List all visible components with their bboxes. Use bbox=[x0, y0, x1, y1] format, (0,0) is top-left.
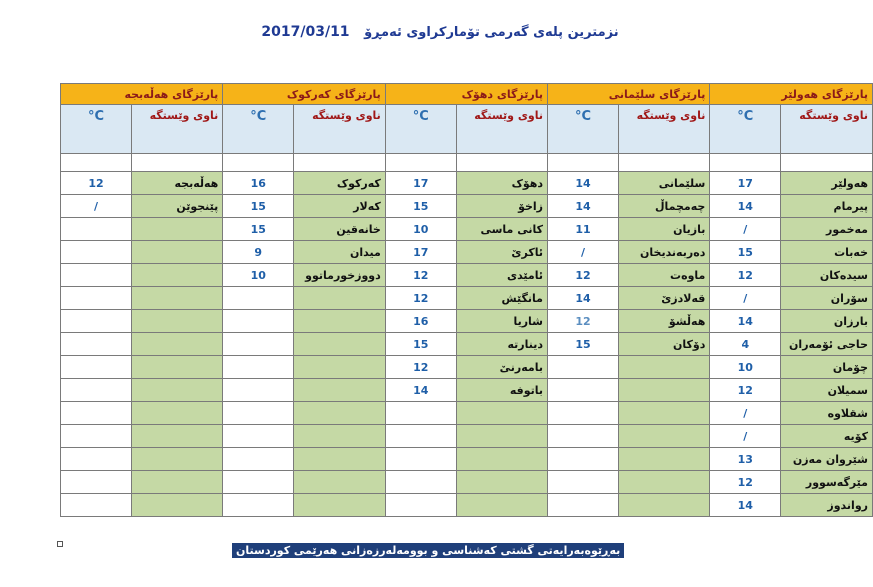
table-row bbox=[61, 287, 873, 310]
empty-cell bbox=[61, 494, 132, 517]
station-temperature: 14 bbox=[710, 310, 781, 333]
empty-cell bbox=[456, 402, 547, 425]
station-temperature: 12 bbox=[385, 356, 456, 379]
empty-cell bbox=[548, 402, 619, 425]
empty-cell bbox=[223, 287, 294, 310]
station-name-header: ناوی وێستگە bbox=[781, 105, 873, 154]
station-name: دەربەندیخان bbox=[618, 241, 709, 264]
station-name: سلێمانی bbox=[618, 172, 709, 195]
station-temperature: 10 bbox=[710, 356, 781, 379]
empty-cell bbox=[131, 218, 222, 241]
station-temperature: 14 bbox=[548, 287, 619, 310]
temperature-table bbox=[60, 83, 873, 517]
empty-cell bbox=[131, 379, 222, 402]
spacer-cell bbox=[781, 154, 873, 172]
station-name: رواندوز bbox=[781, 494, 873, 517]
empty-cell bbox=[618, 471, 709, 494]
empty-cell bbox=[456, 494, 547, 517]
empty-cell bbox=[61, 333, 132, 356]
station-temperature: 12 bbox=[548, 264, 619, 287]
station-name: زاخۆ bbox=[456, 195, 547, 218]
station-name: کانی ماسی bbox=[456, 218, 547, 241]
station-temperature: 15 bbox=[548, 333, 619, 356]
column-header-row bbox=[61, 105, 873, 154]
station-temperature: 17 bbox=[710, 172, 781, 195]
station-temperature: 10 bbox=[385, 218, 456, 241]
empty-cell bbox=[131, 241, 222, 264]
empty-cell bbox=[223, 356, 294, 379]
station-temperature: / bbox=[710, 218, 781, 241]
station-temperature: 12 bbox=[548, 310, 619, 333]
province-header-row bbox=[61, 84, 873, 105]
station-name: بامەرنێ bbox=[456, 356, 547, 379]
empty-cell bbox=[294, 333, 386, 356]
empty-cell bbox=[548, 425, 619, 448]
station-temperature: 15 bbox=[710, 241, 781, 264]
station-temperature: 15 bbox=[223, 218, 294, 241]
empty-cell bbox=[385, 471, 456, 494]
station-name: سۆران bbox=[781, 287, 873, 310]
empty-cell bbox=[548, 471, 619, 494]
empty-cell bbox=[618, 425, 709, 448]
station-name: مانگێش bbox=[456, 287, 547, 310]
spacer-cell bbox=[223, 154, 294, 172]
empty-cell bbox=[618, 448, 709, 471]
empty-cell bbox=[61, 379, 132, 402]
station-temperature: 14 bbox=[710, 494, 781, 517]
station-name: شاریا bbox=[456, 310, 547, 333]
table-anchor-handle[interactable] bbox=[57, 541, 63, 547]
empty-cell bbox=[223, 379, 294, 402]
empty-cell bbox=[456, 471, 547, 494]
station-name-header: ناوی وێستگە bbox=[131, 105, 222, 154]
station-name: میدان bbox=[294, 241, 386, 264]
empty-cell bbox=[294, 494, 386, 517]
empty-cell bbox=[223, 310, 294, 333]
spacer-cell bbox=[710, 154, 781, 172]
station-name: حاجی ئۆمەران bbox=[781, 333, 873, 356]
station-name: دووزخورماتوو bbox=[294, 264, 386, 287]
empty-cell bbox=[548, 494, 619, 517]
spacer-row bbox=[61, 154, 873, 172]
table-row bbox=[61, 310, 873, 333]
temperature-unit-header: C° bbox=[548, 105, 619, 154]
empty-cell bbox=[131, 287, 222, 310]
empty-cell bbox=[294, 287, 386, 310]
station-name: مێرگەسوور bbox=[781, 471, 873, 494]
empty-cell bbox=[131, 425, 222, 448]
station-name: کەرکوک bbox=[294, 172, 386, 195]
station-name: شێروان مەزن bbox=[781, 448, 873, 471]
empty-cell bbox=[61, 471, 132, 494]
station-temperature: 16 bbox=[385, 310, 456, 333]
empty-cell bbox=[385, 448, 456, 471]
table-row bbox=[61, 471, 873, 494]
station-name-header: ناوی وێستگە bbox=[456, 105, 547, 154]
empty-cell bbox=[385, 425, 456, 448]
spacer-cell bbox=[61, 154, 132, 172]
spacer-cell bbox=[294, 154, 386, 172]
empty-cell bbox=[294, 425, 386, 448]
station-name: باتوفە bbox=[456, 379, 547, 402]
station-temperature: / bbox=[710, 402, 781, 425]
empty-cell bbox=[61, 310, 132, 333]
empty-cell bbox=[223, 402, 294, 425]
table-row bbox=[61, 264, 873, 287]
empty-cell bbox=[294, 402, 386, 425]
temperature-unit-header: C° bbox=[710, 105, 781, 154]
empty-cell bbox=[456, 448, 547, 471]
station-name: ئامێدی bbox=[456, 264, 547, 287]
table-row bbox=[61, 195, 873, 218]
station-name: دینارتە bbox=[456, 333, 547, 356]
station-name: مەخمور bbox=[781, 218, 873, 241]
empty-cell bbox=[385, 494, 456, 517]
empty-cell bbox=[61, 448, 132, 471]
station-temperature: 17 bbox=[385, 241, 456, 264]
empty-cell bbox=[61, 218, 132, 241]
station-temperature: 9 bbox=[223, 241, 294, 264]
empty-cell bbox=[548, 448, 619, 471]
station-temperature: 12 bbox=[710, 471, 781, 494]
station-name: هەولێر bbox=[781, 172, 873, 195]
footer-banner: بەڕێوەبەرایەتی گشتی کەشناسی و بوومەلەرزەزانی هەرێمی کوردستان bbox=[232, 543, 624, 558]
empty-cell bbox=[61, 241, 132, 264]
station-temperature: 15 bbox=[385, 195, 456, 218]
station-temperature: / bbox=[61, 195, 132, 218]
empty-cell bbox=[223, 448, 294, 471]
station-name: پیرمام bbox=[781, 195, 873, 218]
station-name: بارزان bbox=[781, 310, 873, 333]
spacer-cell bbox=[618, 154, 709, 172]
spacer-cell bbox=[385, 154, 456, 172]
empty-cell bbox=[294, 310, 386, 333]
empty-cell bbox=[618, 494, 709, 517]
table-row bbox=[61, 448, 873, 471]
empty-cell bbox=[618, 379, 709, 402]
temperature-unit-header: C° bbox=[385, 105, 456, 154]
empty-cell bbox=[294, 379, 386, 402]
station-name: شقلاوە bbox=[781, 402, 873, 425]
title-date: 2017/03/11 bbox=[261, 24, 350, 40]
empty-cell bbox=[131, 448, 222, 471]
station-temperature: / bbox=[548, 241, 619, 264]
station-name: چۆمان bbox=[781, 356, 873, 379]
station-name: خانەقین bbox=[294, 218, 386, 241]
province-header: پارێزگای هەولێر bbox=[710, 84, 873, 105]
province-header: پارێزگای دهۆک bbox=[385, 84, 547, 105]
station-name-header: ناوی وێستگە bbox=[618, 105, 709, 154]
station-temperature: 14 bbox=[548, 195, 619, 218]
empty-cell bbox=[548, 356, 619, 379]
station-name: قەلادزێ bbox=[618, 287, 709, 310]
empty-cell bbox=[61, 402, 132, 425]
station-name: سمیلان bbox=[781, 379, 873, 402]
spacer-cell bbox=[548, 154, 619, 172]
empty-cell bbox=[223, 494, 294, 517]
empty-cell bbox=[294, 471, 386, 494]
table-row bbox=[61, 333, 873, 356]
station-name: ئاکرێ bbox=[456, 241, 547, 264]
station-name: بازیان bbox=[618, 218, 709, 241]
empty-cell bbox=[131, 494, 222, 517]
empty-cell bbox=[223, 333, 294, 356]
page-title bbox=[220, 24, 660, 40]
station-temperature: 10 bbox=[223, 264, 294, 287]
table-row bbox=[61, 494, 873, 517]
empty-cell bbox=[131, 402, 222, 425]
station-name: کۆیە bbox=[781, 425, 873, 448]
station-name: دۆکان bbox=[618, 333, 709, 356]
empty-cell bbox=[131, 471, 222, 494]
station-temperature: 17 bbox=[385, 172, 456, 195]
station-temperature: 13 bbox=[710, 448, 781, 471]
station-name: چەمچماڵ bbox=[618, 195, 709, 218]
province-header: پارێزگای کەرکوک bbox=[223, 84, 386, 105]
province-header: پارێزگای هەڵەبجە bbox=[61, 84, 223, 105]
empty-cell bbox=[294, 448, 386, 471]
station-temperature: 14 bbox=[710, 195, 781, 218]
station-temperature: / bbox=[710, 425, 781, 448]
station-name: ماوەت bbox=[618, 264, 709, 287]
empty-cell bbox=[61, 287, 132, 310]
empty-cell bbox=[618, 356, 709, 379]
empty-cell bbox=[131, 333, 222, 356]
temperature-unit-header: C° bbox=[223, 105, 294, 154]
empty-cell bbox=[294, 356, 386, 379]
station-temperature: / bbox=[710, 287, 781, 310]
empty-cell bbox=[61, 425, 132, 448]
table-row bbox=[61, 172, 873, 195]
station-temperature: 4 bbox=[710, 333, 781, 356]
station-temperature: 14 bbox=[385, 379, 456, 402]
table-row bbox=[61, 218, 873, 241]
empty-cell bbox=[223, 425, 294, 448]
station-temperature: 15 bbox=[223, 195, 294, 218]
station-name-header: ناوی وێستگە bbox=[294, 105, 386, 154]
empty-cell bbox=[131, 310, 222, 333]
table-row bbox=[61, 425, 873, 448]
table-row bbox=[61, 402, 873, 425]
province-header: پارێزگای سلێمانی bbox=[548, 84, 710, 105]
empty-cell bbox=[131, 356, 222, 379]
empty-cell bbox=[385, 402, 456, 425]
station-name: هەڵشۆ bbox=[618, 310, 709, 333]
empty-cell bbox=[61, 356, 132, 379]
table-row bbox=[61, 356, 873, 379]
empty-cell bbox=[131, 264, 222, 287]
station-temperature: 12 bbox=[385, 287, 456, 310]
station-name: هەڵەبجە bbox=[131, 172, 222, 195]
station-name: دهۆک bbox=[456, 172, 547, 195]
station-temperature: 12 bbox=[61, 172, 132, 195]
spacer-cell bbox=[131, 154, 222, 172]
station-temperature: 12 bbox=[385, 264, 456, 287]
table-row bbox=[61, 379, 873, 402]
station-name: سیدەکان bbox=[781, 264, 873, 287]
station-temperature: 14 bbox=[548, 172, 619, 195]
empty-cell bbox=[61, 264, 132, 287]
empty-cell bbox=[618, 402, 709, 425]
station-temperature: 16 bbox=[223, 172, 294, 195]
empty-cell bbox=[548, 379, 619, 402]
station-temperature: 12 bbox=[710, 379, 781, 402]
table-row bbox=[61, 241, 873, 264]
temperature-unit-header: C° bbox=[61, 105, 132, 154]
spacer-cell bbox=[456, 154, 547, 172]
station-temperature: 15 bbox=[385, 333, 456, 356]
station-temperature: 11 bbox=[548, 218, 619, 241]
station-name: خەبات bbox=[781, 241, 873, 264]
title-text: نزمترین پلەی گەرمی تۆمارکراوی ئەمڕۆ bbox=[364, 25, 619, 40]
station-name: کەلار bbox=[294, 195, 386, 218]
station-name: پێنجوێن bbox=[131, 195, 222, 218]
empty-cell bbox=[223, 471, 294, 494]
station-temperature: 12 bbox=[710, 264, 781, 287]
empty-cell bbox=[456, 425, 547, 448]
